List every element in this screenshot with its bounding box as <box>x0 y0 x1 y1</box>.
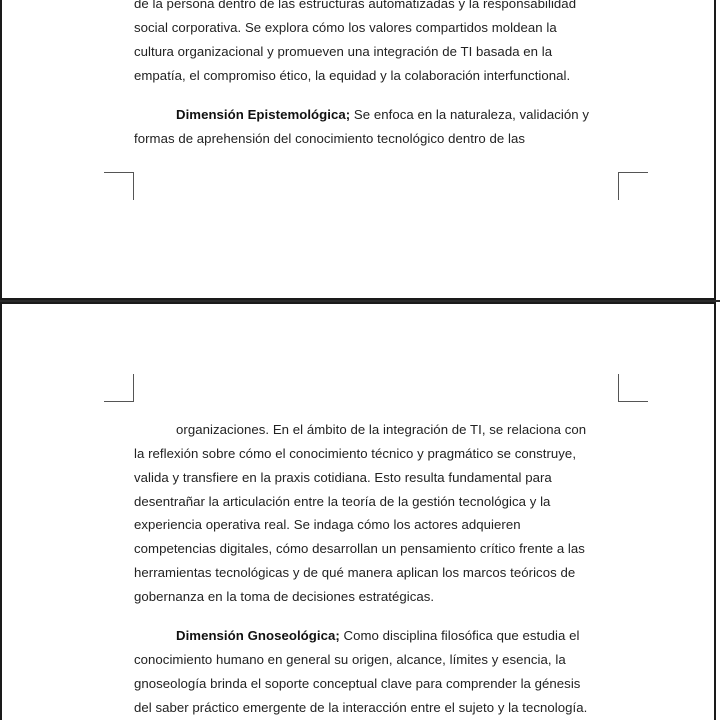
paragraph-line <box>176 107 589 123</box>
paragraph-line: competencias digitales, cómo desarrollan un pensamiento crítico frente a las <box>134 541 585 556</box>
paragraph-line: valida y transfiere en la praxis cotidiana. Esto resulta fundamental para <box>134 470 552 485</box>
paragraph-line: experiencia operativa real. Se indaga cómo los actores adquieren <box>134 517 521 532</box>
document-page-1 <box>0 0 716 300</box>
paragraph-line: de la persona dentro de las estructuras automatizadas y la responsabilidad <box>134 0 577 11</box>
paragraph-line <box>176 628 579 644</box>
paragraph-line: formas de aprehensión del conocimiento tecnológico dentro de las <box>134 131 526 146</box>
paragraph-line: cultura organizacional y promueven una integración de TI basada en la <box>134 44 553 59</box>
margin-corner-mark <box>104 172 134 200</box>
paragraph-line: gnoseología brinda el soporte conceptual clave para comprender la génesis <box>134 676 581 691</box>
paragraph-line: empatía, el compromiso ético, la equidad y la colaboración interfunctional. <box>134 68 571 83</box>
paragraph-line: gobernanza en la toma de decisiones estratégicas. <box>134 589 435 604</box>
paragraph-line: desentrañar la articulación entre la teoría de la gestión tecnológica y la <box>134 494 551 509</box>
section-heading-gnoseologica: Dimensión Gnoseológica; <box>176 628 340 643</box>
paragraph-line: conocimiento humano en general su origen, alcance, límites y esencia, la <box>134 652 566 667</box>
paragraph-line: herramientas tecnológicas y de qué manera aplican los marcos teóricos de <box>134 565 576 580</box>
margin-corner-mark <box>104 374 134 402</box>
document-page-2 <box>0 302 716 720</box>
paragraph-text: Como disciplina filosófica que estudia el <box>339 628 580 643</box>
paragraph-text: Se enfoca en la naturaleza, validación y <box>350 107 590 122</box>
paragraph-line: la reflexión sobre cómo el conocimiento técnico y pragmático se construye, <box>134 446 577 461</box>
paragraph-line: social corporativa. Se explora cómo los valores compartidos moldean la <box>134 20 557 35</box>
paragraph-line: del saber práctico emergente de la interacción entre el sujeto y la tecnología. <box>134 700 588 715</box>
paragraph-line: organizaciones. En el ámbito de la integración de TI, se relaciona con <box>176 422 587 437</box>
margin-corner-mark <box>618 172 648 200</box>
section-heading-epistemologica: Dimensión Epistemológica; <box>176 107 351 122</box>
margin-corner-mark <box>618 374 648 402</box>
